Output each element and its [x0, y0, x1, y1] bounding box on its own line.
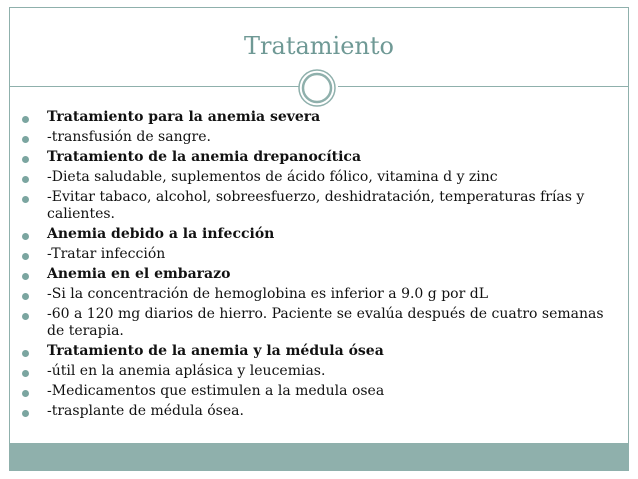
list-item-text: -Evitar tabaco, alcohol, sobreesfuerzo, deshidratación, temperaturas frías y calientes.	[47, 189, 585, 222]
bullet-icon	[22, 176, 29, 183]
list-item	[20, 189, 620, 223]
list-item-text: -trasplante de médula ósea.	[47, 403, 244, 419]
list-item-text: -útil en la anemia aplásica y leucemias.	[47, 363, 326, 379]
list-item	[20, 226, 620, 243]
list-item-text: Anemia en el embarazo	[47, 266, 231, 282]
list-item	[20, 149, 620, 166]
title-divider-left	[9, 86, 299, 87]
list-item	[20, 129, 620, 146]
bullet-list	[20, 109, 620, 423]
bullet-icon	[22, 156, 29, 163]
bullet-icon	[22, 253, 29, 260]
list-item-text: -60 a 120 mg diarios de hierro. Paciente se evalúa después de cuatro semanas de terapia.	[47, 306, 604, 339]
list-item	[20, 306, 620, 340]
bullet-icon	[22, 350, 29, 357]
bullet-icon	[22, 196, 29, 203]
bullet-icon	[22, 293, 29, 300]
list-item	[20, 363, 620, 380]
bullet-icon	[22, 233, 29, 240]
title-divider-right	[338, 86, 629, 87]
list-item	[20, 169, 620, 186]
list-item-text: Anemia debido a la infección	[47, 226, 275, 242]
footer-bar	[9, 444, 629, 471]
list-item	[20, 246, 620, 263]
bullet-icon	[22, 390, 29, 397]
list-item	[20, 266, 620, 283]
list-item-text: -transfusión de sangre.	[47, 129, 211, 145]
list-item	[20, 109, 620, 126]
circle-ornament-icon	[297, 68, 337, 108]
list-item-text: Tratamiento para la anemia severa	[47, 109, 321, 125]
list-item-text: -Medicamentos que estimulen a la medula osea	[47, 383, 385, 399]
list-item	[20, 343, 620, 360]
list-item-text: Tratamiento de la anemia y la médula ósea	[47, 343, 384, 359]
list-item-text: Tratamiento de la anemia drepanocítica	[47, 149, 362, 165]
list-item	[20, 286, 620, 303]
list-item-text: -Dieta saludable, suplementos de ácido fólico, vitamina d y zinc	[47, 169, 498, 185]
list-item-text: -Si la concentración de hemoglobina es inferior a 9.0 g por dL	[47, 286, 488, 302]
list-item	[20, 383, 620, 400]
list-item-text: -Tratar infección	[47, 246, 166, 262]
bullet-icon	[22, 116, 29, 123]
bullet-icon	[22, 313, 29, 320]
bullet-icon	[22, 410, 29, 417]
bullet-icon	[22, 136, 29, 143]
list-item	[20, 403, 620, 420]
bullet-icon	[22, 273, 29, 280]
slide-title: Tratamiento	[244, 32, 394, 60]
bullet-icon	[22, 370, 29, 377]
